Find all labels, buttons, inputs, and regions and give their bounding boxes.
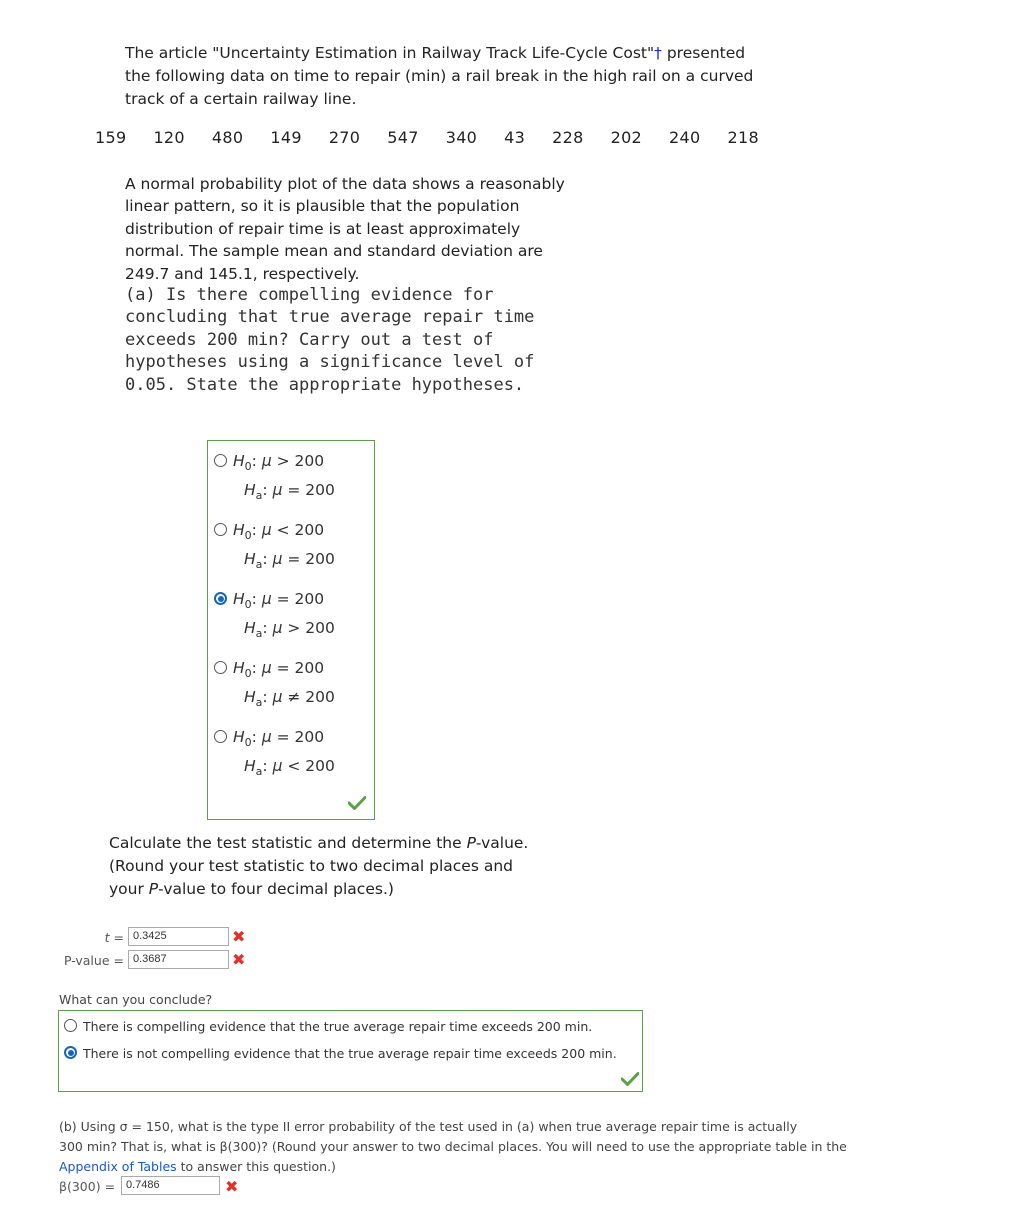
mu-symbol: μ	[272, 619, 283, 637]
hypothesis-option-2[interactable]: $H_0$: μ < 200 $H_a$: μ = 200	[214, 521, 335, 571]
part-b-text: to answer this question.)	[176, 1159, 336, 1174]
p-italic: P	[466, 834, 476, 852]
radio-button[interactable]	[214, 523, 227, 536]
radio-button-selected[interactable]	[214, 592, 227, 605]
mu-symbol: μ	[272, 550, 283, 568]
calc-text: Calculate the test statistic and determine the	[109, 834, 467, 852]
h0-symbol: H	[233, 590, 245, 608]
hypotheses-options	[207, 440, 375, 820]
p-value-label	[40, 953, 124, 968]
hypothesis-option-3[interactable]: $H_0$: μ = 200 $H_a$: μ > 200	[214, 590, 335, 640]
data-value: 218	[727, 128, 759, 147]
h0-subscript: 0	[244, 736, 252, 749]
t-symbol: t	[104, 930, 110, 945]
calc-text: your	[109, 880, 149, 898]
h0-symbol: H	[233, 452, 245, 470]
h0-subscript: 0	[244, 529, 252, 542]
conclusion-option-2[interactable]	[64, 1046, 617, 1061]
mu-symbol: μ	[261, 452, 272, 470]
radio-button[interactable]	[214, 661, 227, 674]
ha-subscript: a	[255, 765, 263, 778]
ha-subscript: a	[255, 627, 263, 640]
h0-symbol: H	[233, 728, 245, 746]
conclusion-option-label: There is compelling evidence that the true average repair time exceeds 200 min.	[83, 1019, 593, 1034]
conclusion-option-label: There is not compelling evidence that the true average repair time exceeds 200 min.	[83, 1046, 617, 1061]
radio-button-selected[interactable]	[64, 1046, 77, 1059]
ha-symbol: H	[244, 550, 256, 568]
h0-relation: < 200	[276, 521, 325, 539]
data-value: 159	[95, 128, 127, 147]
mu-symbol: μ	[261, 521, 272, 539]
mu-symbol: μ	[272, 757, 283, 775]
calc-instructions	[109, 832, 529, 901]
question-a: (a) Is there compelling evidence for concluding that true average repair time exceeds 200 min? Carry out a test of hypotheses using a significance level of 0.05. State the appropriate hypotheses.	[125, 285, 535, 395]
part-b-text: (b) Using σ = 150, what is the type II error probability of the test used in (a) when true average repair time is actually	[59, 1119, 798, 1134]
ha-relation: > 200	[287, 619, 335, 637]
question-b	[59, 1117, 879, 1177]
ha-relation: = 200	[287, 550, 335, 568]
data-value: 240	[669, 128, 701, 147]
calc-text: (Round your test statistic to two decimal places and	[109, 857, 513, 875]
h0-subscript: 0	[244, 460, 252, 473]
data-value: 228	[552, 128, 584, 147]
footnote-dagger-link[interactable]: †	[654, 44, 662, 62]
h0-symbol: H	[233, 659, 245, 677]
data-value: 149	[270, 128, 302, 147]
equals: =	[104, 1179, 116, 1194]
t-statistic-input[interactable]: 0.3425	[128, 927, 229, 946]
part-b-text: 300 min? That is, what is β(300)? (Round your answer to two decimal places. You will need to use the appropriate table in the	[59, 1139, 847, 1154]
correct-check-icon	[348, 796, 366, 810]
beta-label	[59, 1179, 115, 1194]
equals: =	[113, 930, 124, 945]
correct-check-icon	[621, 1072, 639, 1086]
sample-description: A normal probability plot of the data shows a reasonably linear pattern, so it is plausible that the population distribution of repair time is at least approximately normal. The sample mean and standard deviation are 249.7 and 145.1, respectively.	[125, 175, 565, 283]
hypothesis-option-1[interactable]: $H_0$: μ > 200 $H_a$: μ = 200	[214, 452, 335, 502]
p-italic: P	[148, 880, 159, 898]
radio-button[interactable]	[214, 454, 227, 467]
conclusion-options	[58, 1010, 643, 1092]
ha-subscript: a	[255, 558, 263, 571]
mu-symbol: μ	[261, 659, 272, 677]
t-label	[60, 930, 124, 945]
h0-relation: = 200	[276, 590, 325, 608]
ha-relation: < 200	[287, 757, 335, 775]
h0-relation: = 200	[276, 659, 325, 677]
equals: =	[113, 953, 124, 968]
ha-relation: ≠ 200	[287, 688, 335, 706]
ha-subscript: a	[255, 696, 263, 709]
conclusion-option-1[interactable]	[64, 1019, 592, 1034]
ha-symbol: H	[244, 757, 256, 775]
mu-symbol: μ	[272, 481, 283, 499]
data-value: 547	[387, 128, 419, 147]
p-value-input[interactable]: 0.3687	[128, 950, 229, 969]
h0-subscript: 0	[244, 598, 252, 611]
beta-symbol: β(300)	[59, 1179, 101, 1194]
ha-symbol: H	[244, 481, 256, 499]
p-value-text: P-value	[63, 953, 110, 968]
incorrect-x-icon: ✖	[232, 927, 246, 946]
appendix-tables-link[interactable]: Appendix of Tables	[59, 1159, 177, 1174]
mu-symbol: μ	[261, 590, 272, 608]
calc-text: -value to four decimal places.)	[158, 880, 394, 898]
h0-subscript: 0	[244, 667, 252, 680]
mu-symbol: μ	[261, 728, 272, 746]
hypothesis-option-5[interactable]: $H_0$: μ = 200 $H_a$: μ < 200	[214, 728, 335, 778]
mu-symbol: μ	[272, 688, 283, 706]
repair-time-data	[95, 128, 786, 147]
data-value: 120	[153, 128, 185, 147]
calc-text: -value.	[475, 834, 529, 852]
h0-relation: = 200	[276, 728, 325, 746]
conclusion-question: What can you conclude?	[59, 992, 213, 1007]
data-value: 43	[504, 128, 526, 147]
hypothesis-option-4[interactable]: $H_0$: μ = 200 $H_a$: μ ≠ 200	[214, 659, 335, 709]
radio-button[interactable]	[64, 1019, 77, 1032]
incorrect-x-icon: ✖	[232, 950, 246, 969]
problem-intro	[125, 42, 765, 111]
incorrect-x-icon: ✖	[225, 1177, 239, 1196]
intro-text-rest: presented the following data on time to repair (min) a rail break in the high rail on a curved track of a certain railway line.	[125, 44, 754, 108]
ha-subscript: a	[255, 489, 263, 502]
data-value: 270	[328, 128, 361, 147]
data-value: 340	[445, 128, 478, 147]
ha-symbol: H	[244, 619, 256, 637]
h0-symbol: H	[233, 521, 245, 539]
radio-button[interactable]	[214, 730, 227, 743]
ha-symbol: H	[244, 688, 256, 706]
data-value: 480	[211, 128, 244, 147]
intro-text: The article "Uncertainty Estimation in Railway Track Life-Cycle Cost"	[125, 44, 655, 62]
data-value: 202	[610, 128, 643, 147]
beta-input[interactable]: 0.7486	[121, 1176, 220, 1195]
h0-relation: > 200	[276, 452, 325, 470]
ha-relation: = 200	[287, 481, 335, 499]
